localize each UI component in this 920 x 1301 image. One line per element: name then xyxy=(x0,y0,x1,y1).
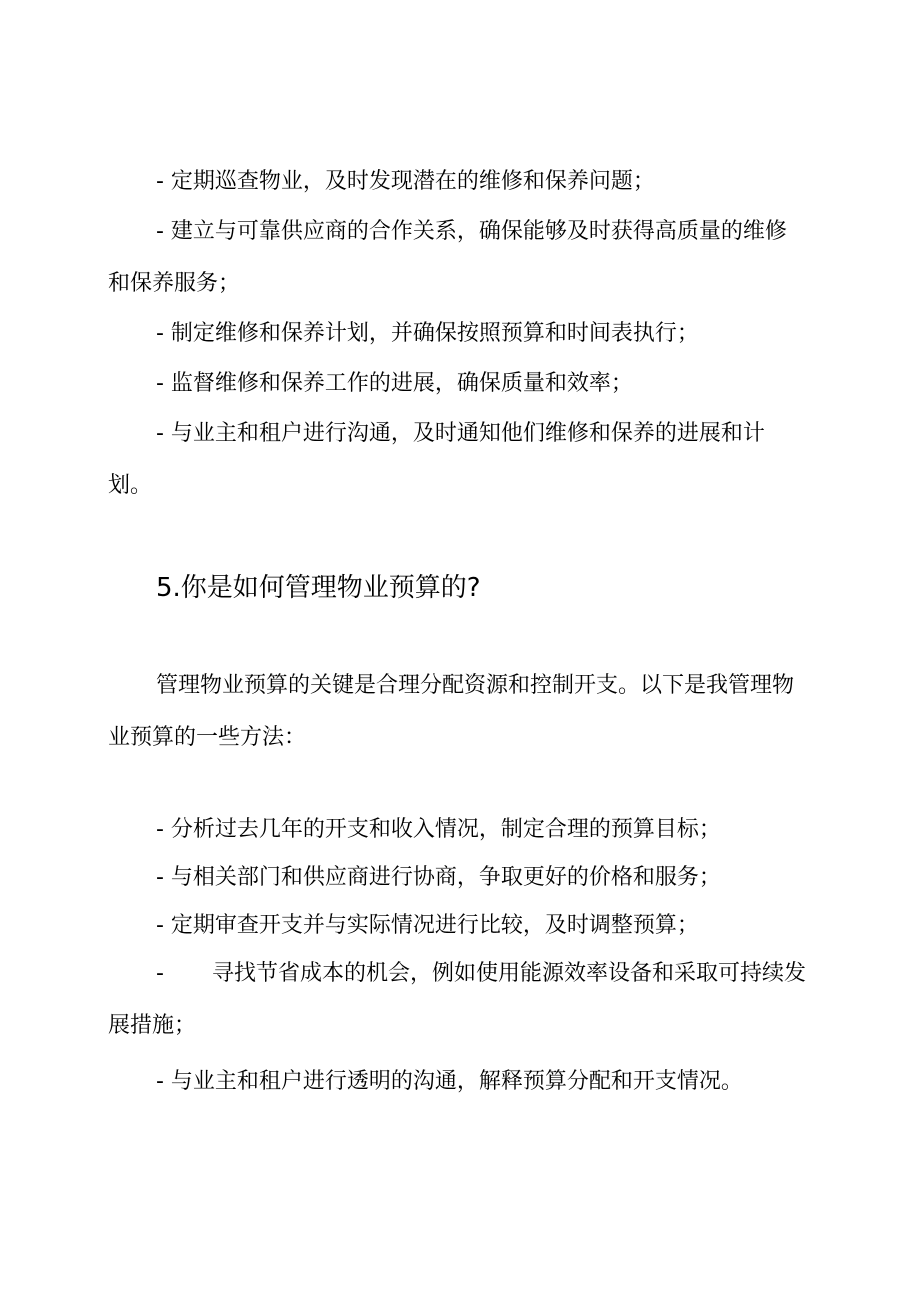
list-item: - 与业主和租户进行沟通，及时通知他们维修和保养的进展和计划。 xyxy=(108,421,765,498)
list-item: - 分析过去几年的开支和收入情况，制定合理的预算目标； xyxy=(156,817,721,842)
intro-paragraph: 管理物业预算的关键是合理分配资源和控制开支。以下是我管理物业预算的一些方法： xyxy=(108,673,795,750)
list-item-text: 寻找节省成本的机会，例如使用能源效率设备和采取可持续发展措施； xyxy=(108,961,806,1038)
list-item: - 定期巡查物业，及时发现潜在的维修和保养问题； xyxy=(156,169,655,194)
section-heading: 5.你是如何管理物业预算的? xyxy=(156,573,481,603)
list-item: - 与相关部门和供应商进行协商，争取更好的价格和服务； xyxy=(156,865,721,890)
list-item xyxy=(108,948,808,1052)
list-dash: - xyxy=(156,961,164,986)
list-item: - 建立与可靠供应商的合作关系，确保能够及时获得高质量的维修和保养服务； xyxy=(108,219,787,296)
list-item: - 监督维修和保养工作的进展，确保质量和效率； xyxy=(156,371,633,396)
list-item: - 与业主和租户进行透明的沟通，解释预算分配和开支情况。 xyxy=(156,1069,743,1094)
list-item: - 定期审查开支并与实际情况进行比较，及时调整预算； xyxy=(156,913,699,938)
list-item: - 制定维修和保养计划，并确保按照预算和时间表执行； xyxy=(156,321,699,346)
